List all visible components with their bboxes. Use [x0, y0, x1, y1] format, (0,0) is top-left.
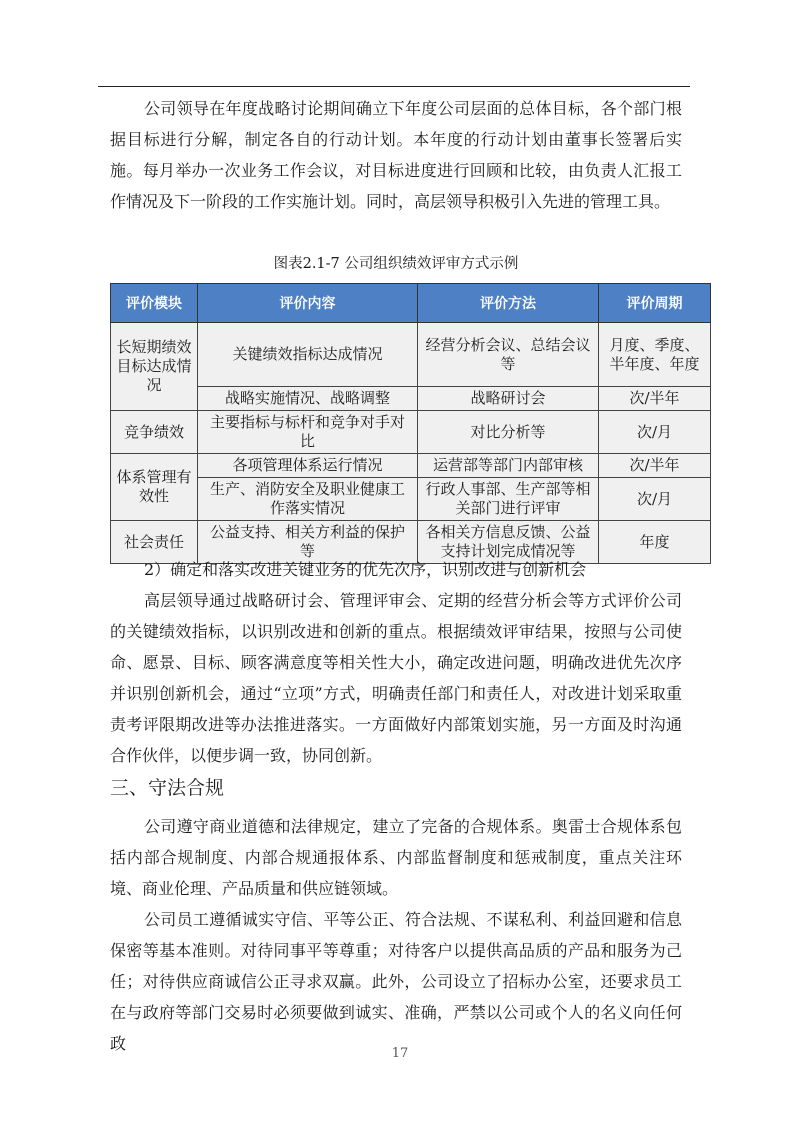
table-row	[111, 478, 711, 521]
intro-paragraph: 公司领导在年度战略讨论期间确立下年度公司层面的总体目标，各个部门根据目标进行分解，制定各自的行动计划。本年度的行动计划由董事长签署后实施。每月举办一次业务工作会议，对目标进度进行回顾和比较，由负责人汇报工作情况及下一阶段的工作实施计划。同时，高层领导积极引入先进的管理工具。	[110, 99, 682, 211]
table-caption: 图表2.1-7 公司组织绩效评审方式示例	[273, 256, 519, 272]
paragraph-2: 高层领导通过战略研讨会、管理评审会、定期的经营分析会等方式评价公司的关键绩效指标，以识别改进和创新的重点。根据绩效评审结果，按照与公司使命、愿景、目标、顾客满意度等相关性大小，确定改进问题，明确改进优先次序并识别创新机会，通过“立项”方式，明确责任部门和责任人，对改进计划采取重责考评限期改进等办法推进落实。一方面做好内部策划实施，另一方面及时沟通合作伙伴，以便步调一致，协同创新。	[110, 591, 682, 765]
header-period: 评价周期	[599, 284, 711, 323]
cell-method: 运营部等部门内部审核	[418, 454, 599, 478]
performance-review-table	[110, 283, 711, 564]
table-row	[111, 411, 711, 454]
cell-method: 战略研讨会	[418, 387, 599, 411]
cell-period: 次/月	[599, 478, 711, 521]
page-number: 17	[391, 1046, 409, 1061]
cell-period: 次/半年	[599, 454, 711, 478]
header-method: 评价方法	[418, 284, 599, 323]
cell-module: 竞争绩效	[111, 411, 198, 454]
cell-content: 生产、消防安全及职业健康工作落实情况	[198, 478, 418, 521]
cell-content: 关键绩效指标达成情况	[198, 323, 418, 387]
table-row	[111, 387, 711, 411]
cell-method: 各相关方信息反馈、公益支持计划完成情况等	[418, 521, 599, 564]
cell-content: 公益支持、相关方利益的保护等	[198, 521, 418, 564]
table-header-row	[111, 284, 711, 323]
header-module: 评价模块	[111, 284, 198, 323]
cell-period: 月度、季度、半年度、年度	[599, 323, 711, 387]
cell-module: 社会责任	[111, 521, 198, 564]
subheading-2: 2）确定和落实改进关键业务的优先次序，识别改进与创新机会	[144, 560, 587, 579]
cell-method: 行政人事部、生产部等相关部门进行评审	[418, 478, 599, 521]
cell-method: 经营分析会议、总结会议等	[418, 323, 599, 387]
cell-period: 年度	[599, 521, 711, 564]
cell-content: 战略实施情况、战略调整	[198, 387, 418, 411]
cell-content: 主要指标与标杆和竞争对手对比	[198, 411, 418, 454]
cell-period: 次/月	[599, 411, 711, 454]
paragraph-4: 公司员工遵循诚实守信、平等公正、符合法规、不谋私利、利益回避和信息保密等基本准则。对待同事平等尊重；对待客户以提供高品质的产品和服务为己任；对待供应商诚信公正寻求双赢。此外，公司设立了招标办公室，还要求员工在与政府等部门交易时必须要做到诚实、准确，严禁以公司或个人的名义向任何政	[110, 910, 682, 1053]
table-row	[111, 323, 711, 387]
cell-method: 对比分析等	[418, 411, 599, 454]
header-content: 评价内容	[198, 284, 418, 323]
cell-module: 长短期绩效目标达成情况	[111, 323, 198, 411]
section-heading: 三、守法合规	[110, 777, 225, 799]
paragraph-3: 公司遵守商业道德和法律规定，建立了完备的合规体系。奥雷士合规体系包括内部合规制度、内部合规通报体系、内部监督制度和惩戒制度，重点关注环境、商业伦理、产品质量和供应链领域。	[110, 817, 682, 898]
header-rule	[98, 86, 690, 87]
cell-period: 次/半年	[599, 387, 711, 411]
cell-content: 各项管理体系运行情况	[198, 454, 418, 478]
cell-module: 体系管理有效性	[111, 454, 198, 521]
table-row	[111, 454, 711, 478]
